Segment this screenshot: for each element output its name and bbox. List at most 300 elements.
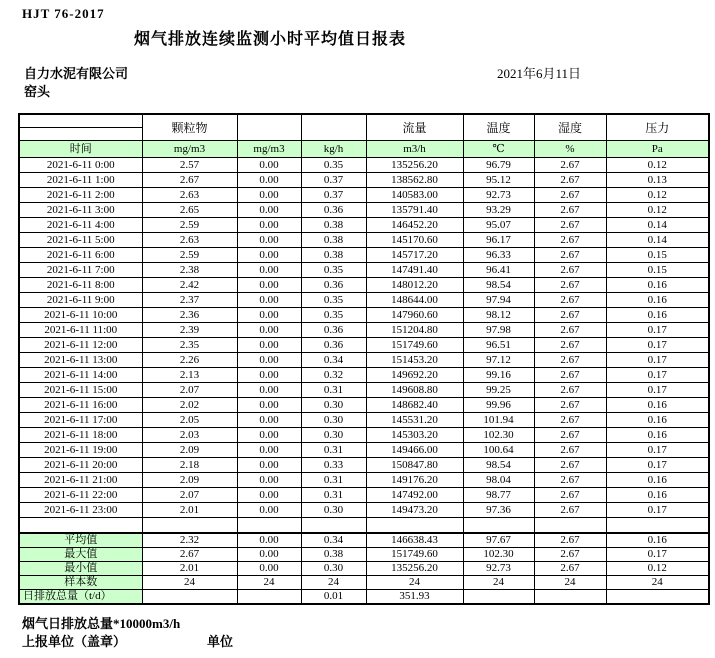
value-cell: 148644.00 xyxy=(366,293,463,308)
col-header-flow: 流量 xyxy=(366,114,463,141)
table-row xyxy=(19,293,709,308)
value-cell: 2.67 xyxy=(534,353,606,368)
value-cell: 0.00 xyxy=(237,473,301,488)
table-row xyxy=(19,398,709,413)
value-cell: 0.35 xyxy=(301,308,366,323)
value-cell: 0.15 xyxy=(606,263,709,278)
value-cell: 0.13 xyxy=(606,173,709,188)
value-cell: 0.17 xyxy=(606,458,709,473)
summary-value-cell xyxy=(606,590,709,605)
report-table xyxy=(18,113,710,605)
value-cell: 0.12 xyxy=(606,203,709,218)
value-cell: 149692.20 xyxy=(366,368,463,383)
blank-cell xyxy=(534,518,606,534)
blank-cell xyxy=(301,518,366,534)
value-cell: 2.67 xyxy=(534,443,606,458)
value-cell: 0.17 xyxy=(606,338,709,353)
time-cell: 2021-6-11 2:00 xyxy=(19,188,142,203)
value-cell: 150847.80 xyxy=(366,458,463,473)
value-cell: 2.67 xyxy=(534,278,606,293)
value-cell: 135791.40 xyxy=(366,203,463,218)
unit-m3-h: m3/h xyxy=(366,141,463,158)
value-cell: 99.16 xyxy=(463,368,534,383)
value-cell: 96.79 xyxy=(463,158,534,173)
value-cell: 0.00 xyxy=(237,203,301,218)
time-cell: 2021-6-11 20:00 xyxy=(19,458,142,473)
value-cell: 0.38 xyxy=(301,218,366,233)
summary-value-cell: 2.67 xyxy=(534,562,606,576)
value-cell: 2.59 xyxy=(142,218,237,233)
value-cell: 0.17 xyxy=(606,323,709,338)
time-cell: 2021-6-11 18:00 xyxy=(19,428,142,443)
value-cell: 0.12 xyxy=(606,158,709,173)
summary-value-cell: 0.30 xyxy=(301,562,366,576)
hourly-data-body xyxy=(19,158,709,534)
value-cell: 0.37 xyxy=(301,173,366,188)
units-row xyxy=(19,141,709,158)
summary-value-cell: 146638.43 xyxy=(366,533,463,548)
col-header-temperature: 温度 xyxy=(463,114,534,141)
blank-cell xyxy=(463,518,534,534)
time-cell: 2021-6-11 5:00 xyxy=(19,233,142,248)
value-cell: 2.37 xyxy=(142,293,237,308)
table-row xyxy=(19,458,709,473)
value-cell: 0.17 xyxy=(606,383,709,398)
summary-value-cell: 24 xyxy=(534,576,606,590)
summary-value-cell: 24 xyxy=(237,576,301,590)
value-cell: 92.73 xyxy=(463,188,534,203)
value-cell: 149608.80 xyxy=(366,383,463,398)
unit-mg-m3-b: mg/m3 xyxy=(237,141,301,158)
value-cell: 0.38 xyxy=(301,233,366,248)
value-cell: 145170.60 xyxy=(366,233,463,248)
value-cell: 0.00 xyxy=(237,428,301,443)
col-header-empty-1 xyxy=(237,114,301,141)
table-row xyxy=(19,188,709,203)
table-row xyxy=(19,278,709,293)
value-cell: 2.67 xyxy=(534,488,606,503)
summary-value-cell: 24 xyxy=(301,576,366,590)
value-cell: 0.17 xyxy=(606,503,709,518)
value-cell: 2.67 xyxy=(534,368,606,383)
value-cell: 2.03 xyxy=(142,428,237,443)
value-cell: 0.00 xyxy=(237,383,301,398)
value-cell: 0.00 xyxy=(237,233,301,248)
monitor-point-label: 窑头 xyxy=(24,84,51,99)
value-cell: 0.14 xyxy=(606,233,709,248)
summary-value-cell: 0.12 xyxy=(606,562,709,576)
summary-label: 最大值 xyxy=(19,548,142,562)
value-cell: 149466.00 xyxy=(366,443,463,458)
time-cell: 2021-6-11 1:00 xyxy=(19,173,142,188)
value-cell: 2.67 xyxy=(534,248,606,263)
value-cell: 151453.20 xyxy=(366,353,463,368)
value-cell: 95.12 xyxy=(463,173,534,188)
value-cell: 2.67 xyxy=(534,323,606,338)
doc-code: HJT 76-2017 xyxy=(22,6,105,21)
value-cell: 0.00 xyxy=(237,413,301,428)
value-cell: 149473.20 xyxy=(366,503,463,518)
time-cell: 2021-6-11 3:00 xyxy=(19,203,142,218)
summary-value-cell: 24 xyxy=(606,576,709,590)
value-cell: 0.38 xyxy=(301,248,366,263)
table-row xyxy=(19,233,709,248)
value-cell: 98.12 xyxy=(463,308,534,323)
table-row xyxy=(19,368,709,383)
summary-row xyxy=(19,548,709,562)
value-cell: 97.36 xyxy=(463,503,534,518)
value-cell: 0.30 xyxy=(301,398,366,413)
value-cell: 0.17 xyxy=(606,368,709,383)
time-cell: 2021-6-11 13:00 xyxy=(19,353,142,368)
value-cell: 145531.20 xyxy=(366,413,463,428)
value-cell: 2.18 xyxy=(142,458,237,473)
value-cell: 0.17 xyxy=(606,353,709,368)
summary-value-cell: 2.67 xyxy=(142,548,237,562)
value-cell: 2.39 xyxy=(142,323,237,338)
report-unit-label: 上报单位（盖章） xyxy=(22,634,127,649)
value-cell: 0.00 xyxy=(237,323,301,338)
value-cell: 2.67 xyxy=(534,338,606,353)
value-cell: 102.30 xyxy=(463,428,534,443)
value-cell: 2.67 xyxy=(534,413,606,428)
value-cell: 0.33 xyxy=(301,458,366,473)
value-cell: 2.07 xyxy=(142,488,237,503)
blank-cell xyxy=(606,518,709,534)
value-cell: 2.67 xyxy=(534,293,606,308)
time-cell: 2021-6-11 10:00 xyxy=(19,308,142,323)
summary-value-cell xyxy=(142,590,237,605)
value-cell: 99.25 xyxy=(463,383,534,398)
time-cell: 2021-6-11 0:00 xyxy=(19,158,142,173)
summary-value-cell: 24 xyxy=(142,576,237,590)
time-cell: 2021-6-11 15:00 xyxy=(19,383,142,398)
summary-value-cell: 97.67 xyxy=(463,533,534,548)
time-cell: 2021-6-11 9:00 xyxy=(19,293,142,308)
summary-label: 日排放总量（t/d） xyxy=(19,590,142,605)
value-cell: 98.77 xyxy=(463,488,534,503)
value-cell: 0.00 xyxy=(237,353,301,368)
value-cell: 140583.00 xyxy=(366,188,463,203)
value-cell: 2.67 xyxy=(534,398,606,413)
summary-value-cell: 0.34 xyxy=(301,533,366,548)
summary-row xyxy=(19,533,709,548)
col-header-humidity: 湿度 xyxy=(534,114,606,141)
value-cell: 0.30 xyxy=(301,428,366,443)
value-cell: 0.37 xyxy=(301,188,366,203)
value-cell: 0.16 xyxy=(606,473,709,488)
table-row xyxy=(19,428,709,443)
time-cell: 2021-6-11 4:00 xyxy=(19,218,142,233)
value-cell: 151204.80 xyxy=(366,323,463,338)
time-cell: 2021-6-11 8:00 xyxy=(19,278,142,293)
value-cell: 95.07 xyxy=(463,218,534,233)
value-cell: 0.15 xyxy=(606,248,709,263)
summary-row xyxy=(19,562,709,576)
value-cell: 0.31 xyxy=(301,473,366,488)
blank-cell xyxy=(19,518,142,534)
page-title: 烟气排放连续监测小时平均值日报表 xyxy=(133,31,406,48)
value-cell: 0.00 xyxy=(237,308,301,323)
value-cell: 0.16 xyxy=(606,413,709,428)
col-header-particulate: 颗粒物 xyxy=(142,114,237,141)
summary-row xyxy=(19,590,709,605)
value-cell: 0.16 xyxy=(606,398,709,413)
value-cell: 0.36 xyxy=(301,338,366,353)
unit-label: 单位 xyxy=(207,634,234,649)
value-cell: 0.17 xyxy=(606,443,709,458)
value-cell: 146452.20 xyxy=(366,218,463,233)
time-cell: 2021-6-11 11:00 xyxy=(19,323,142,338)
time-cell: 2021-6-11 23:00 xyxy=(19,503,142,518)
value-cell: 0.16 xyxy=(606,428,709,443)
value-cell: 0.31 xyxy=(301,488,366,503)
value-cell: 2.67 xyxy=(534,263,606,278)
value-cell: 147491.40 xyxy=(366,263,463,278)
value-cell: 97.98 xyxy=(463,323,534,338)
table-row xyxy=(19,158,709,173)
summary-value-cell xyxy=(237,590,301,605)
table-row xyxy=(19,248,709,263)
blank-cell xyxy=(366,518,463,534)
value-cell: 2.42 xyxy=(142,278,237,293)
value-cell: 2.01 xyxy=(142,503,237,518)
value-cell: 135256.20 xyxy=(366,158,463,173)
value-cell: 98.04 xyxy=(463,473,534,488)
value-cell: 2.67 xyxy=(534,233,606,248)
time-cell: 2021-6-11 6:00 xyxy=(19,248,142,263)
value-cell: 0.00 xyxy=(237,263,301,278)
value-cell: 0.00 xyxy=(237,488,301,503)
value-cell: 96.17 xyxy=(463,233,534,248)
value-cell: 2.65 xyxy=(142,203,237,218)
time-cell: 2021-6-11 14:00 xyxy=(19,368,142,383)
pollutant-header-row xyxy=(19,114,709,128)
summary-label: 最小值 xyxy=(19,562,142,576)
value-cell: 2.13 xyxy=(142,368,237,383)
value-cell: 0.30 xyxy=(301,413,366,428)
time-cell: 2021-6-11 7:00 xyxy=(19,263,142,278)
table-row xyxy=(19,263,709,278)
summary-value-cell: 2.67 xyxy=(534,533,606,548)
value-cell: 0.36 xyxy=(301,323,366,338)
summary-value-cell: 2.32 xyxy=(142,533,237,548)
value-cell: 2.67 xyxy=(534,158,606,173)
summary-body xyxy=(19,533,709,604)
value-cell: 2.09 xyxy=(142,443,237,458)
value-cell: 0.14 xyxy=(606,218,709,233)
value-cell: 0.00 xyxy=(237,368,301,383)
value-cell: 2.67 xyxy=(534,203,606,218)
value-cell: 93.29 xyxy=(463,203,534,218)
value-cell: 0.00 xyxy=(237,158,301,173)
summary-value-cell xyxy=(463,590,534,605)
table-row xyxy=(19,413,709,428)
value-cell: 147492.00 xyxy=(366,488,463,503)
summary-label: 样本数 xyxy=(19,576,142,590)
value-cell: 145303.20 xyxy=(366,428,463,443)
value-cell: 2.09 xyxy=(142,473,237,488)
value-cell: 0.16 xyxy=(606,488,709,503)
time-column-header: 时间 xyxy=(19,141,142,158)
value-cell: 0.00 xyxy=(237,503,301,518)
time-cell: 2021-6-11 17:00 xyxy=(19,413,142,428)
value-cell: 2.67 xyxy=(534,458,606,473)
summary-value-cell: 151749.60 xyxy=(366,548,463,562)
value-cell: 149176.20 xyxy=(366,473,463,488)
summary-value-cell: 0.00 xyxy=(237,533,301,548)
value-cell: 138562.80 xyxy=(366,173,463,188)
value-cell: 2.67 xyxy=(534,188,606,203)
table-row xyxy=(19,503,709,518)
value-cell: 2.67 xyxy=(534,428,606,443)
value-cell: 97.94 xyxy=(463,293,534,308)
value-cell: 0.00 xyxy=(237,398,301,413)
summary-value-cell: 0.38 xyxy=(301,548,366,562)
value-cell: 2.67 xyxy=(534,383,606,398)
value-cell: 0.30 xyxy=(301,503,366,518)
value-cell: 2.38 xyxy=(142,263,237,278)
summary-value-cell: 135256.20 xyxy=(366,562,463,576)
summary-value-cell: 0.00 xyxy=(237,562,301,576)
col-header-empty-2 xyxy=(301,114,366,141)
time-cell: 2021-6-11 21:00 xyxy=(19,473,142,488)
value-cell: 0.36 xyxy=(301,278,366,293)
table-row xyxy=(19,383,709,398)
summary-value-cell: 102.30 xyxy=(463,548,534,562)
value-cell: 101.94 xyxy=(463,413,534,428)
value-cell: 2.63 xyxy=(142,188,237,203)
value-cell: 2.67 xyxy=(534,173,606,188)
value-cell: 0.00 xyxy=(237,278,301,293)
value-cell: 2.67 xyxy=(534,308,606,323)
value-cell: 99.96 xyxy=(463,398,534,413)
value-cell: 2.36 xyxy=(142,308,237,323)
summary-value-cell: 2.01 xyxy=(142,562,237,576)
value-cell: 0.31 xyxy=(301,443,366,458)
value-cell: 0.12 xyxy=(606,188,709,203)
value-cell: 148012.20 xyxy=(366,278,463,293)
value-cell: 148682.40 xyxy=(366,398,463,413)
value-cell: 0.16 xyxy=(606,293,709,308)
summary-value-cell: 0.00 xyxy=(237,548,301,562)
time-cell: 2021-6-11 16:00 xyxy=(19,398,142,413)
footer-note: 烟气日排放总量*10000m3/h xyxy=(22,616,181,631)
table-row xyxy=(19,488,709,503)
value-cell: 2.05 xyxy=(142,413,237,428)
value-cell: 96.51 xyxy=(463,338,534,353)
value-cell: 100.64 xyxy=(463,443,534,458)
value-cell: 0.00 xyxy=(237,248,301,263)
table-row xyxy=(19,173,709,188)
value-cell: 96.33 xyxy=(463,248,534,263)
summary-value-cell: 2.67 xyxy=(534,548,606,562)
value-cell: 2.35 xyxy=(142,338,237,353)
value-cell: 0.00 xyxy=(237,443,301,458)
table-row xyxy=(19,323,709,338)
value-cell: 2.63 xyxy=(142,233,237,248)
summary-value-cell: 24 xyxy=(366,576,463,590)
unit-mg-m3-a: mg/m3 xyxy=(142,141,237,158)
summary-value-cell: 351.93 xyxy=(366,590,463,605)
corner-cell-bottom xyxy=(19,128,142,141)
time-cell: 2021-6-11 12:00 xyxy=(19,338,142,353)
time-cell: 2021-6-11 22:00 xyxy=(19,488,142,503)
value-cell: 2.02 xyxy=(142,398,237,413)
value-cell: 2.67 xyxy=(534,503,606,518)
value-cell: 0.16 xyxy=(606,308,709,323)
value-cell: 97.12 xyxy=(463,353,534,368)
summary-label: 平均值 xyxy=(19,533,142,548)
table-row xyxy=(19,203,709,218)
unit-kg-h: kg/h xyxy=(301,141,366,158)
value-cell: 2.07 xyxy=(142,383,237,398)
table-row xyxy=(19,473,709,488)
value-cell: 0.00 xyxy=(237,293,301,308)
value-cell: 2.57 xyxy=(142,158,237,173)
table-row xyxy=(19,338,709,353)
summary-value-cell: 0.17 xyxy=(606,548,709,562)
value-cell: 0.16 xyxy=(606,278,709,293)
unit-celsius: ℃ xyxy=(463,141,534,158)
value-cell: 0.34 xyxy=(301,353,366,368)
table-row xyxy=(19,443,709,458)
value-cell: 0.00 xyxy=(237,338,301,353)
value-cell: 2.67 xyxy=(142,173,237,188)
unit-percent: % xyxy=(534,141,606,158)
time-cell: 2021-6-11 19:00 xyxy=(19,443,142,458)
blank-row xyxy=(19,518,709,534)
corner-cell-top xyxy=(19,114,142,128)
value-cell: 0.35 xyxy=(301,293,366,308)
summary-value-cell: 0.16 xyxy=(606,533,709,548)
summary-value-cell: 0.01 xyxy=(301,590,366,605)
value-cell: 0.00 xyxy=(237,218,301,233)
table-row xyxy=(19,308,709,323)
value-cell: 2.59 xyxy=(142,248,237,263)
value-cell: 2.67 xyxy=(534,218,606,233)
unit-pa: Pa xyxy=(606,141,709,158)
value-cell: 0.36 xyxy=(301,203,366,218)
value-cell: 2.67 xyxy=(534,473,606,488)
table-row xyxy=(19,218,709,233)
col-header-pressure: 压力 xyxy=(606,114,709,141)
value-cell: 0.31 xyxy=(301,383,366,398)
value-cell: 98.54 xyxy=(463,278,534,293)
blank-cell xyxy=(237,518,301,534)
company-name: 自力水泥有限公司 xyxy=(24,66,129,81)
value-cell: 147960.60 xyxy=(366,308,463,323)
summary-row xyxy=(19,576,709,590)
value-cell: 98.54 xyxy=(463,458,534,473)
value-cell: 0.35 xyxy=(301,263,366,278)
value-cell: 2.26 xyxy=(142,353,237,368)
summary-value-cell: 92.73 xyxy=(463,562,534,576)
value-cell: 0.35 xyxy=(301,158,366,173)
blank-cell xyxy=(142,518,237,534)
value-cell: 96.41 xyxy=(463,263,534,278)
summary-value-cell xyxy=(534,590,606,605)
value-cell: 151749.60 xyxy=(366,338,463,353)
value-cell: 0.00 xyxy=(237,458,301,473)
summary-value-cell: 24 xyxy=(463,576,534,590)
value-cell: 0.32 xyxy=(301,368,366,383)
table-row xyxy=(19,353,709,368)
value-cell: 0.00 xyxy=(237,188,301,203)
value-cell: 145717.20 xyxy=(366,248,463,263)
value-cell: 0.00 xyxy=(237,173,301,188)
report-date: 2021年6月11日 xyxy=(497,66,582,81)
